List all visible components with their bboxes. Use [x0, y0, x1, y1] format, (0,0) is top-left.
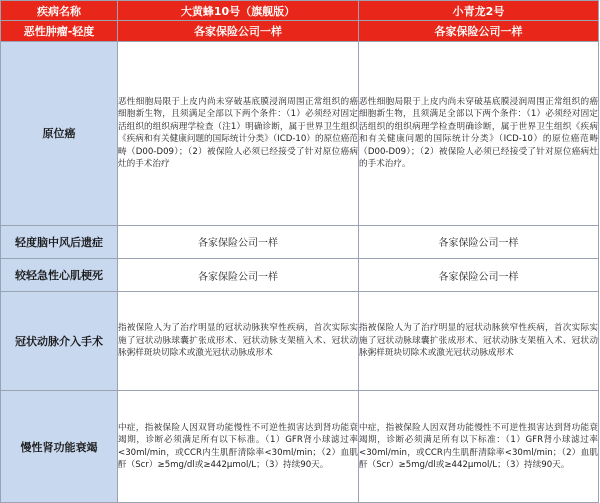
header-product-1: 大黄蜂10号（旗舰版）	[118, 1, 359, 21]
table-row	[1, 391, 599, 503]
row-col2-text: 恶性细胞局限于上皮内尚未穿破基底膜浸润周围正常组织的癌细胞新生物，且须满足全部以下两个条件：（1）必须经对固定活组织的组织病理学检查明确诊断，属于世界卫生组织《疾病和有关健康问题的国际统计分类》（ICD-10）的原位癌范畴（D00-D09）；（2）被保险人必须已经接受了针对原位癌病灶的手术治疗。	[359, 42, 599, 226]
row-col1-text: 各家保险公司一样	[118, 225, 359, 259]
table-row	[1, 225, 599, 259]
header-row	[1, 1, 599, 21]
row-col2-text: 指被保险人为了治疗明显的冠状动脉狭窄性疾病，首次实际实施了冠状动脉球囊扩张成形术、冠状动脉支架植入术、冠状动脉粥样斑块切除术或激光冠状动脉成形术	[359, 292, 599, 391]
subheader-row	[1, 21, 599, 42]
header-product-2: 小青龙2号	[359, 1, 599, 21]
row-col1-text: 恶性细胞局限于上皮内尚未穿破基底膜浸润周围正常组织的癌细胞新生物，且须满足全部以下两个条件：（1）必须经对固定活组织的组织病理学检查（注1）明确诊断，属于世界卫生组织《疾病和有关健康问题的国际统计分类》（ICD-10）的原位癌范畴（D00-D09）；（2）被保险人必须已经接受了针对原位癌病灶的手术治疗	[118, 42, 359, 226]
subheader-label: 恶性肿瘤-轻度	[1, 21, 118, 42]
row-label: 慢性肾功能衰竭	[1, 391, 118, 503]
header-disease-name: 疾病名称	[1, 1, 118, 21]
row-col2-text: 中症，指被保险人因双肾功能慢性不可逆性损害达到肾功能衰竭期，诊断必须满足所有以下标准：（1）GFR肾小球滤过率<30ml/min，或CCR内生肌酐清除率<30ml/min；（2）血肌酐（Scr）≥5mg/dl或≥442μmol/L；（3）持续90天。	[359, 391, 599, 503]
subheader-col2: 各家保险公司一样	[359, 21, 599, 42]
row-col2-text: 各家保险公司一样	[359, 225, 599, 259]
row-col1-text: 各家保险公司一样	[118, 259, 359, 292]
row-label: 较轻急性心肌梗死	[1, 259, 118, 292]
row-col1-text: 中症，指被保险人因双肾功能慢性不可逆性损害达到肾功能衰竭期，诊断必须满足所有以下标准。（1）GFR肾小球滤过率<30ml/min，或CCR内生肌酐清除率<30ml/min；（2）血肌酐（Scr）≥5mg/dl或≥442μmol/L；（3）持续90天。	[118, 391, 359, 503]
table-row	[1, 292, 599, 391]
table-row	[1, 259, 599, 292]
row-col1-text: 指被保险人为了治疗明显的冠状动脉狭窄性疾病，首次实际实施了冠状动脉球囊扩张成形术、冠状动脉支架植入术、冠状动脉粥样斑块切除术或激光冠状动脉成形术	[118, 292, 359, 391]
subheader-col1: 各家保险公司一样	[118, 21, 359, 42]
row-label: 冠状动脉介入手术	[1, 292, 118, 391]
row-col2-text: 各家保险公司一样	[359, 259, 599, 292]
row-label: 原位癌	[1, 42, 118, 226]
row-label: 轻度脑中风后遗症	[1, 225, 118, 259]
table-row	[1, 42, 599, 226]
